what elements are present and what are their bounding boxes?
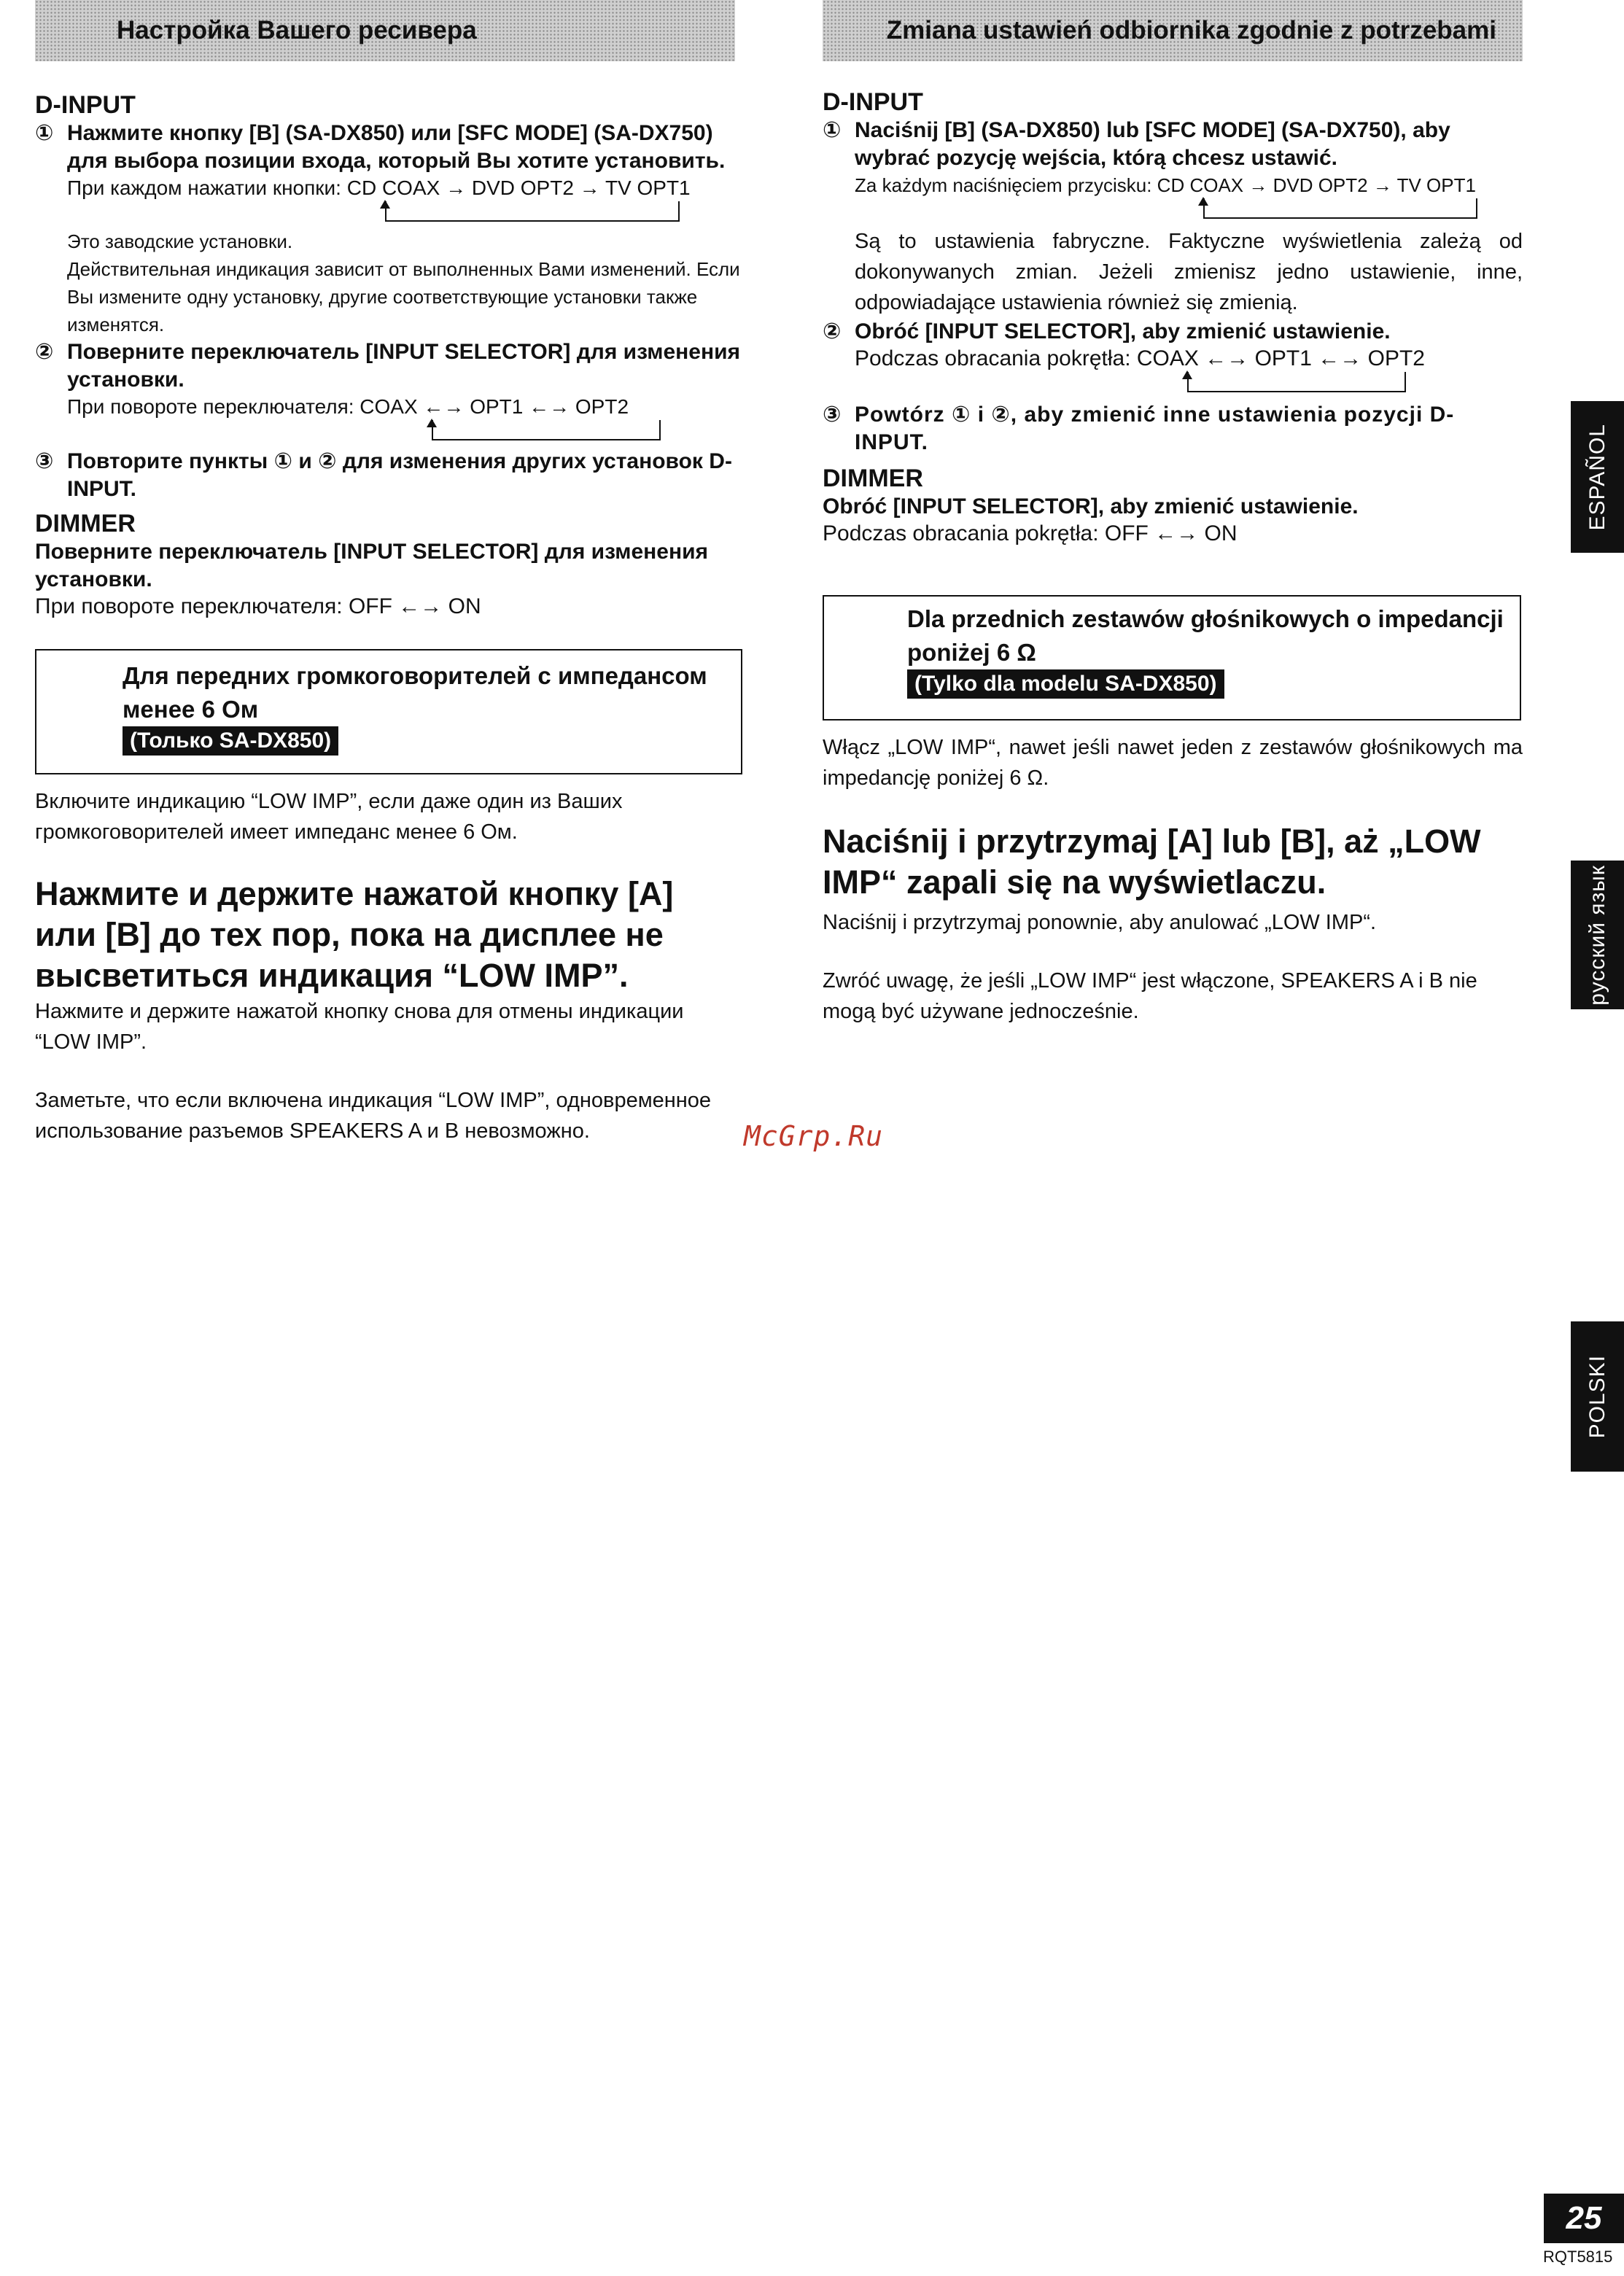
step-3-text: Powtórz ① i ②, aby zmienić inne ustawienia pozycji D-INPUT. [855, 403, 1455, 454]
page-number: 25 [1544, 2194, 1624, 2243]
factory-note: Są to ustawienia fabryczne. Faktyczne wyświetlenia zależą od dokonywanych zmian. Jeżeli zmienisz jedno ustawienie, inne, odpowiadające ustawienia również się zmienią. [855, 230, 1523, 314]
low-imp-note: Включите индикацию “LOW IMP”, если даже один из Ваших громкоговорителей имеет импеданс менее 6 Ом. [35, 790, 623, 844]
banner-title: Настройка Вашего ресивера [117, 16, 477, 44]
hold-instruction-heading: Нажмите и держите нажатой кнопку [A] или [B] до тех пор, пока на дисплее не высветиться индикация “LOW IMP”. [35, 875, 674, 994]
tab-polski-label: POLSKI [1585, 1354, 1609, 1439]
dinput-heading: D-INPUT [823, 88, 923, 116]
hold-instruction-heading: Naciśnij i przytrzymaj [A] lub [B], aż „LOW IMP“ zapali się na wyświetlaczu. [823, 823, 1481, 901]
sequence-loop-arrow [67, 420, 742, 442]
tab-espanol-label: ESPAÑOL [1585, 423, 1609, 531]
cancel-note: Нажмите и держите нажатой кнопку снова для отмены индикации “LOW IMP”. [35, 1000, 684, 1054]
step-2 [823, 318, 1523, 394]
section-banner [823, 0, 1523, 61]
low-imp-box [35, 649, 742, 774]
low-imp-box [823, 595, 1521, 721]
dimmer-sequence: Podczas obracania pokrętła: OFF ←→ ON [823, 521, 1238, 545]
dimmer-heading: DIMMER [35, 510, 136, 537]
sequence-loop-arrow [855, 198, 1523, 220]
step-3-number: ③ [35, 449, 54, 473]
step-2-number: ② [823, 319, 842, 343]
dinput-heading: D-INPUT [35, 91, 136, 119]
cancel-note: Naciśnij i przytrzymaj ponownie, aby anulować „LOW IMP“. [823, 911, 1377, 934]
section-banner [35, 0, 735, 61]
step-1 [823, 117, 1523, 318]
document-code: RQT5815 [1543, 2248, 1613, 2266]
step-1-text: Нажмите кнопку [B] (SA-DX850) или [SFC MODE] (SA-DX750) для выбора позиции входа, который Вы хотите установить. [67, 121, 726, 173]
step-2-sequence: Podczas obracania pokrętła: COAX ←→ OPT1 ←→ OPT2 [855, 346, 1425, 370]
sequence-loop-arrow [67, 201, 742, 223]
factory-note: Это заводские установки. [67, 230, 293, 252]
tab-russian-label: русский язык [1585, 864, 1609, 1006]
step-2-text: Obróć [INPUT SELECTOR], aby zmienić ustawienie. [855, 319, 1391, 343]
box-title: Для передних громкоговорителей с импедансом менее 6 Ом [123, 662, 707, 723]
step-2 [35, 338, 742, 442]
step-3-number: ③ [823, 403, 842, 427]
step-1-text: Naciśnij [B] (SA-DX850) lub [SFC MODE] (SA-DX750), aby wybrać pozycję wejścia, którą chcesz ustawić. [855, 118, 1450, 170]
step-3 [35, 448, 742, 503]
step-2-sequence: При повороте переключателя: COAX ←→ OPT1 ←→ OPT2 [67, 395, 629, 418]
box-title: Dla przednich zestawów głośnikowych o impedancji poniżej 6 Ω [907, 605, 1504, 666]
model-tag: (Tylko dla modelu SA-DX850) [907, 669, 1224, 699]
tab-polski [1571, 1321, 1624, 1472]
indication-note: Действительная индикация зависит от выполненных Вами изменений. Если Вы измените одну установку, другие соответствующие установки также изменятся. [67, 258, 740, 335]
tab-espanol [1571, 401, 1624, 553]
step-1-number: ① [35, 121, 54, 145]
dimmer-sequence: При повороте переключателя: OFF ←→ ON [35, 594, 481, 618]
sequence-loop-arrow [855, 372, 1523, 394]
watermark: McGrp.Ru [744, 1120, 884, 1152]
step-3 [823, 401, 1523, 457]
dimmer-text: Obróć [INPUT SELECTOR], aby zmienić ustawienie. [823, 494, 1359, 518]
banner-title: Zmiana ustawień odbiornika zgodnie z potrzebami [886, 16, 1496, 44]
speakers-warning: Zwróć uwagę, że jeśli „LOW IMP“ jest włączone, SPEAKERS A i B nie mogą być używane jednocześnie. [823, 969, 1477, 1023]
step-1-sequence: При каждом нажатии кнопки: CD COAX → DVD OPT2 → TV OPT1 [67, 176, 691, 199]
step-2-text: Поверните переключатель [INPUT SELECTOR] для изменения установки. [67, 340, 741, 392]
model-tag: (Только SA-DX850) [123, 726, 338, 756]
speakers-warning: Заметьте, что если включена индикация “LOW IMP”, одновременное использование разъемов SPEAKERS A и B невозможно. [35, 1089, 712, 1143]
step-1 [35, 120, 742, 338]
low-imp-note: Włącz „LOW IMP“, nawet jeśli nawet jeden z zestawów głośnikowych ma impedancję poniżej 6 Ω. [823, 736, 1523, 790]
russian-column [35, 0, 742, 1146]
step-1-number: ① [823, 118, 842, 142]
dimmer-heading: DIMMER [823, 465, 923, 492]
tab-russian [1571, 861, 1624, 1009]
dimmer-text: Поверните переключатель [INPUT SELECTOR] для изменения установки. [35, 540, 709, 591]
step-1-sequence: Za każdym naciśnięciem przycisku: CD COAX → DVD OPT2 → TV OPT1 [855, 174, 1476, 196]
polish-column [823, 0, 1523, 1027]
step-2-number: ② [35, 340, 54, 364]
step-3-text: Повторите пункты ① и ② для изменения других установок D-INPUT. [67, 449, 732, 501]
